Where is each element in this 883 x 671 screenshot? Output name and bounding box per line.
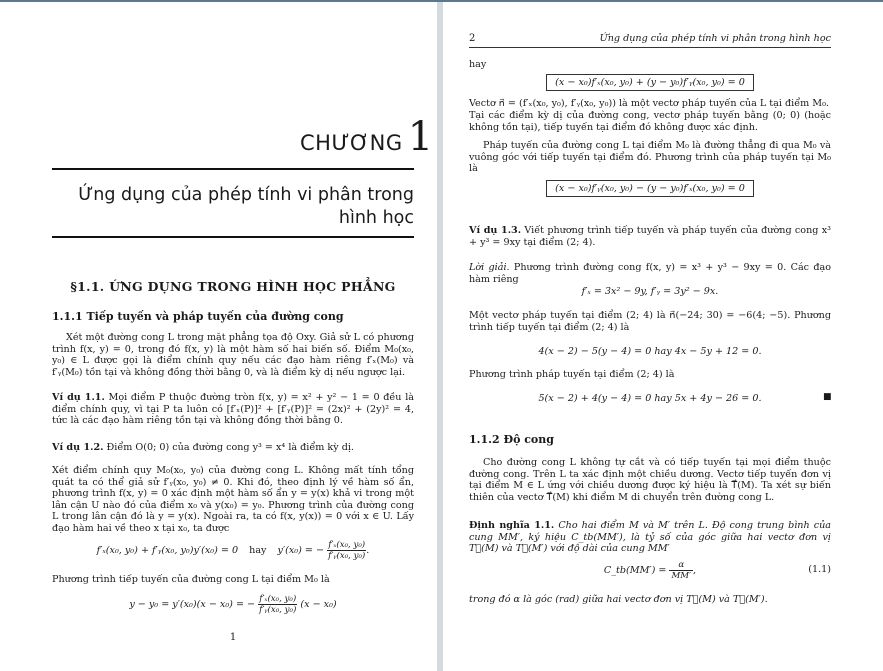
chapter-number: 1 [407, 114, 434, 160]
chapter-title-line2: hình học [338, 208, 414, 228]
left-page[interactable] [0, 2, 437, 671]
paragraph-normal-vector: Vectơ n⃗ = (f′ₓ(x₀, y₀), f′ᵧ(x₀, y₀)) là một vectơ pháp tuyến của L tại điểm M₀. [469, 98, 829, 109]
solution [469, 262, 831, 285]
box1: (x − x₀)f′ₓ(x₀, y₀) + (y − y₀)f′ᵧ(x₀, y₀) = 0 [546, 74, 754, 91]
def-eq-numerator: α [669, 560, 693, 571]
solution-text: Phương trình đường cong f(x, y) = x³ + y³ − 9xy = 0. Các đạo hàm riêng [469, 262, 831, 285]
paragraph-curvature-intro: Cho đường cong L không tự cắt và có tiếp tuyến tại mọi điểm thuộc đường cong. Trên L ta xác định một chiều dương. Vectơ tiếp tuyến đơn vị tại điểm M ∈ L ứng với chiều dương được ký hiệu là T⃗(M). Ta xét sự biến thiên của vectơ T⃗(M) khi điểm M di chuyển trên đường cong L. [469, 457, 831, 503]
text-hay: hay [469, 59, 487, 70]
equation-tag: (1.1) [808, 564, 831, 575]
eq1-right: y′(x₀) = − [277, 545, 325, 556]
example-1-2-label: Ví dụ 1.2. [52, 442, 104, 453]
box2: (x − x₀)f′ᵧ(x₀, y₀) − (y − y₀)f′ₓ(x₀, y₀) = 0 [546, 180, 754, 197]
eq1-hay: hay [249, 545, 267, 556]
chapter-rule-bottom [52, 236, 414, 238]
equation-derivative: f′ₓ(x₀, y₀) + f′ᵧ(x₀, y₀)y′(x₀) = 0 hay y′(x₀) = − $\frac{\text{f′ₓ(x₀, y₀)}}{\text{f′ᵧ(x₀, y₀)}}$ . [96, 540, 370, 561]
eq2-fraction [258, 594, 297, 615]
header-rule [469, 47, 831, 48]
eq2-numerator: f′ₓ(x₀, y₀) [259, 594, 297, 604]
equation-tangent-example: 4(x − 2) − 5(y − 4) = 0 hay 4x − 5y + 12 = 0. [538, 346, 762, 357]
eq1-fraction [327, 540, 366, 561]
eq1-denominator: f′ᵧ(x₀, y₀) [328, 551, 366, 561]
equation-partials: f′ₓ = 3x² − 9y, f′ᵧ = 3y² − 9x. [581, 286, 719, 297]
definition-label: Định nghĩa 1.1. [469, 520, 555, 531]
definition-after: trong đó α là góc (rad) giữa hai vectơ đơn vị T⃗(M) và T⃗(M′). [469, 594, 768, 605]
solution-label: Lời giải. [469, 262, 510, 273]
eq1-numerator: f′ₓ(x₀, y₀) [328, 540, 366, 550]
eq1-left: f′ₓ(x₀, y₀) + f′ᵧ(x₀, y₀)y′(x₀) = 0 [96, 545, 239, 556]
example-1-2-text: Điểm O(0; 0) của đường cong y³ = x⁴ là điểm kỳ dị. [106, 442, 354, 453]
def-eq-denominator: MM′ [671, 571, 692, 581]
def-eq-fraction [669, 560, 693, 581]
subsection-heading: 1.1.1 Tiếp tuyến và pháp tuyến của đường cong [52, 310, 344, 323]
boxed-equation-tangent [469, 70, 831, 91]
chapter-word: CHƯƠNG [300, 131, 403, 155]
chapter-rule-top [52, 168, 414, 170]
example-1-3-text: Viết phương trình tiếp tuyến và pháp tuyến của đường cong x³ + y³ = 9xy tại điểm (2; 4). [469, 225, 831, 248]
definition-1-1 [469, 520, 831, 555]
section-heading: §1.1. ỨNG DỤNG TRONG HÌNH HỌC PHẲNG [70, 279, 396, 294]
definition-text: Cho hai điểm M và M′ trên L. Độ cong trung bình của cung MM′, ký hiệu C_tb(MM′), là tỷ số của góc giữa hai vectơ đơn vị T⃗(M) và T⃗(M′) với độ dài của cung MM′ [469, 520, 831, 555]
paragraph-normal-line: Pháp tuyến của đường cong L tại điểm M₀ là đường thẳng đi qua M₀ và vuông góc với tiếp tuyến tại điểm đó. Phương trình của pháp tuyến tại M₀ là [469, 140, 831, 175]
example-1-1-label: Ví dụ 1.1. [52, 392, 105, 403]
def-eq-left: C_tb(MM′) = [603, 565, 667, 576]
chapter-title [52, 184, 414, 230]
eq2-denominator: f′ᵧ(x₀, y₀) [259, 605, 297, 615]
paragraph-implicit-function: Xét điểm chính quy M₀(x₀, y₀) của đường cong L. Không mất tính tổng quát ta có thể giả sử f′ᵧ(x₀, y₀) ≠ 0. Khi đó, theo định lý về hàm số ẩn, phương trình f(x, y) = 0 xác định một hàm số ẩn y = y(x) khả vi trong một lân cận U nào đó của điểm x₀ và y(x₀) = y₀. Phương trình của đường cong L trong lân cận đó là y = y(x). Ngoài ra, ta có f(x, y(x)) = 0 với x ∈ U. Lấy đạo hàm hai về theo x tại x₀, ta được [52, 465, 414, 534]
example-1-1 [52, 392, 414, 427]
example-1-3 [469, 225, 831, 248]
right-page-number: 2 [469, 33, 476, 44]
qed-symbol: ■ [823, 392, 832, 402]
eq2-left: y − y₀ = y′(x₀)(x − x₀) = − [129, 599, 256, 610]
paragraph-tangent-intro: Phương trình tiếp tuyến của đường cong L tại điểm M₀ là [52, 574, 330, 585]
def-eq-body: C_tb(MM′) = $\frac{\alpha}{MM'}$ , [603, 560, 697, 581]
example-1-2 [52, 442, 414, 454]
boxed-equation-normal [469, 176, 831, 197]
chapter-label [300, 114, 433, 160]
example-1-1-text: Mọi điểm P thuộc đường tròn f(x, y) = x² + y² − 1 = 0 đều là điểm chính quy, vì tại P ta luôn có [f′ₓ(P)]² + [f′ᵧ(P)]² = (2x)² + (2y)² = 4, tức là các đạo hàm riêng tồn tại và không đồng thời bằng 0. [52, 392, 414, 427]
equation-tangent-line [52, 594, 414, 615]
left-page-number: 1 [229, 632, 237, 643]
eq2-right: (x − x₀) [300, 599, 337, 610]
paragraph-normal-intro: Phương trình pháp tuyến tại điểm (2; 4) là [469, 369, 675, 380]
paragraph-regular-point: Xét một đường cong L trong mặt phẳng tọa độ Oxy. Giả sử L có phương trình f(x, y) = 0, trong đó f(x, y) là một hàm số hai biến số. Điểm M₀(x₀, y₀) ∈ L được gọi là điểm chính quy nếu các đạo hàm riêng f′ₓ(M₀) và f′ᵧ(M₀) tồn tại và không đồng thời bằng 0, và là điểm kỳ dị nếu ngược lại. [52, 332, 414, 378]
paragraph-singular-point: Tại các điểm kỳ dị của đường cong, vectơ pháp tuyến bằng (0; 0) (hoặc không tồn tại), tiếp tuyến tại điểm đó không được xác định. [469, 110, 831, 133]
chapter-title-line1: Ứng dụng của phép tính vi phân trong [78, 185, 414, 205]
subsection-curvature: 1.1.2 Độ cong [469, 433, 554, 446]
paragraph-normal-vector-example: Một vectơ pháp tuyến tại điểm (2; 4) là n⃗(−24; 30) = −6(4; −5). Phương trình tiếp tuyến tại điểm (2; 4) là [469, 310, 831, 333]
example-1-3-label: Ví dụ 1.3. [469, 225, 522, 236]
equation-normal-example: 5(x − 2) + 4(y − 4) = 0 hay 5x + 4y − 26 = 0. [538, 393, 762, 404]
right-page[interactable] [443, 2, 883, 671]
running-header: Ứng dụng của phép tính vi phân trong hình học [599, 33, 831, 44]
